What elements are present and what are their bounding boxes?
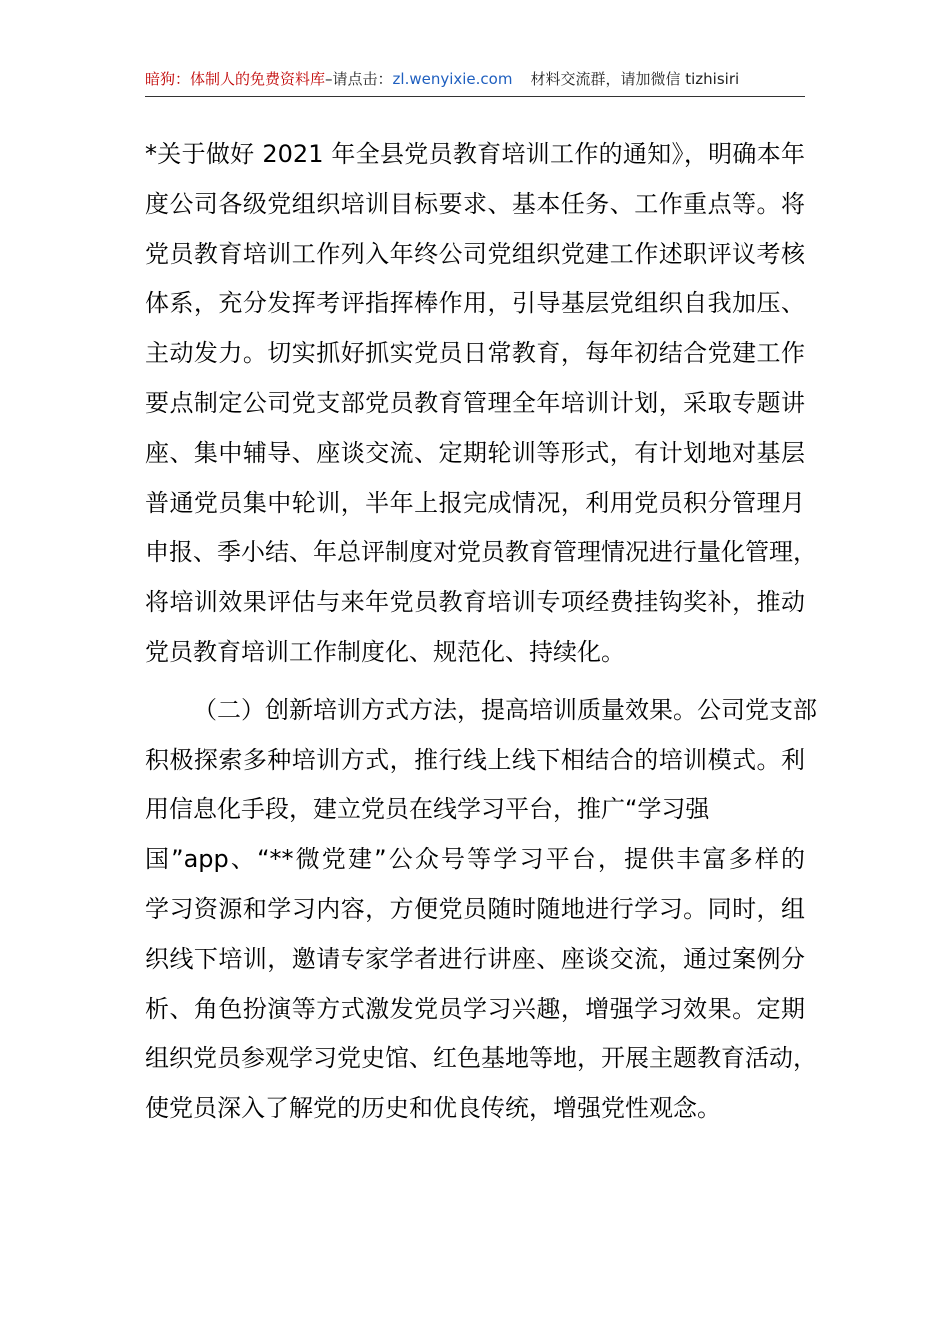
text-line: 党员教育培训工作列入年终公司党组织党建工作述职评议考核: [145, 239, 805, 268]
text-line: 将培训效果评估与来年党员教育培训专项经费挂钩奖补，推动: [145, 588, 805, 617]
text-line: 使党员深入了解党的历史和优良传统，增强党性观念。: [145, 1094, 721, 1123]
text-line: 申报、季小结、年总评制度对党员教育管理情况进行量化管理，: [145, 538, 817, 567]
text-line: 座、集中辅导、座谈交流、定期轮训等形式，有计划地对基层: [145, 438, 805, 467]
text-line: 主动发力。切实抓好抓实党员日常教育，每年初结合党建工作: [145, 339, 805, 368]
header-group-note: 材料交流群，请加微信 tizhisiri: [530, 70, 740, 88]
paragraph-2: [145, 686, 817, 1134]
text-line: 学习资源和学习内容，方便党员随时随地进行学习。同时，组: [145, 894, 805, 923]
text-line: 积极探索多种培训方式，推行线上线下相结合的培训模式。利: [145, 745, 805, 774]
page-header: [145, 66, 805, 97]
text-line: 体系，充分发挥考评指挥棒作用，引导基层党组织自我加压、: [145, 289, 805, 318]
text-line: 用信息化手段，建立党员在线学习平台，推广“学习强: [145, 795, 710, 824]
document-body: [145, 130, 817, 1134]
text-line: 组织党员参观学习党史馆、红色基地等地，开展主题教育活动，: [145, 1044, 817, 1073]
text-line: 度公司各级党组织培训目标要求、基本任务、工作重点等。将: [145, 189, 805, 218]
header-link[interactable]: zl.wenyixie.com: [392, 70, 513, 88]
text-line: 析、角色扮演等方式激发党员学习兴趣，增强学习效果。定期: [145, 994, 805, 1023]
text-line: 织线下培训，邀请专家学者进行讲座、座谈交流，通过案例分: [145, 944, 805, 973]
text-line: 要点制定公司党支部党员教育管理全年培训计划，采取专题讲: [145, 388, 805, 417]
text-line: （二）创新培训方式方法，提高培训质量效果。公司党支部: [193, 695, 817, 724]
header-brand: 暗狗：体制人的免费资料库: [145, 70, 326, 88]
text-line: 普通党员集中轮训，半年上报完成情况，利用党员积分管理月: [145, 488, 805, 517]
text-line: 党员教育培训工作制度化、规范化、持续化。: [145, 637, 625, 666]
header-prompt: –请点击：: [325, 70, 393, 88]
paragraph-1: [145, 130, 817, 678]
text-line: *关于做好 2021 年全县党员教育培训工作的通知》，明确本年: [145, 140, 805, 168]
text-line: 国”app、“**微党建”公众号等学习平台，提供丰富多样的: [145, 845, 805, 874]
paragraph-gap: [145, 678, 805, 686]
